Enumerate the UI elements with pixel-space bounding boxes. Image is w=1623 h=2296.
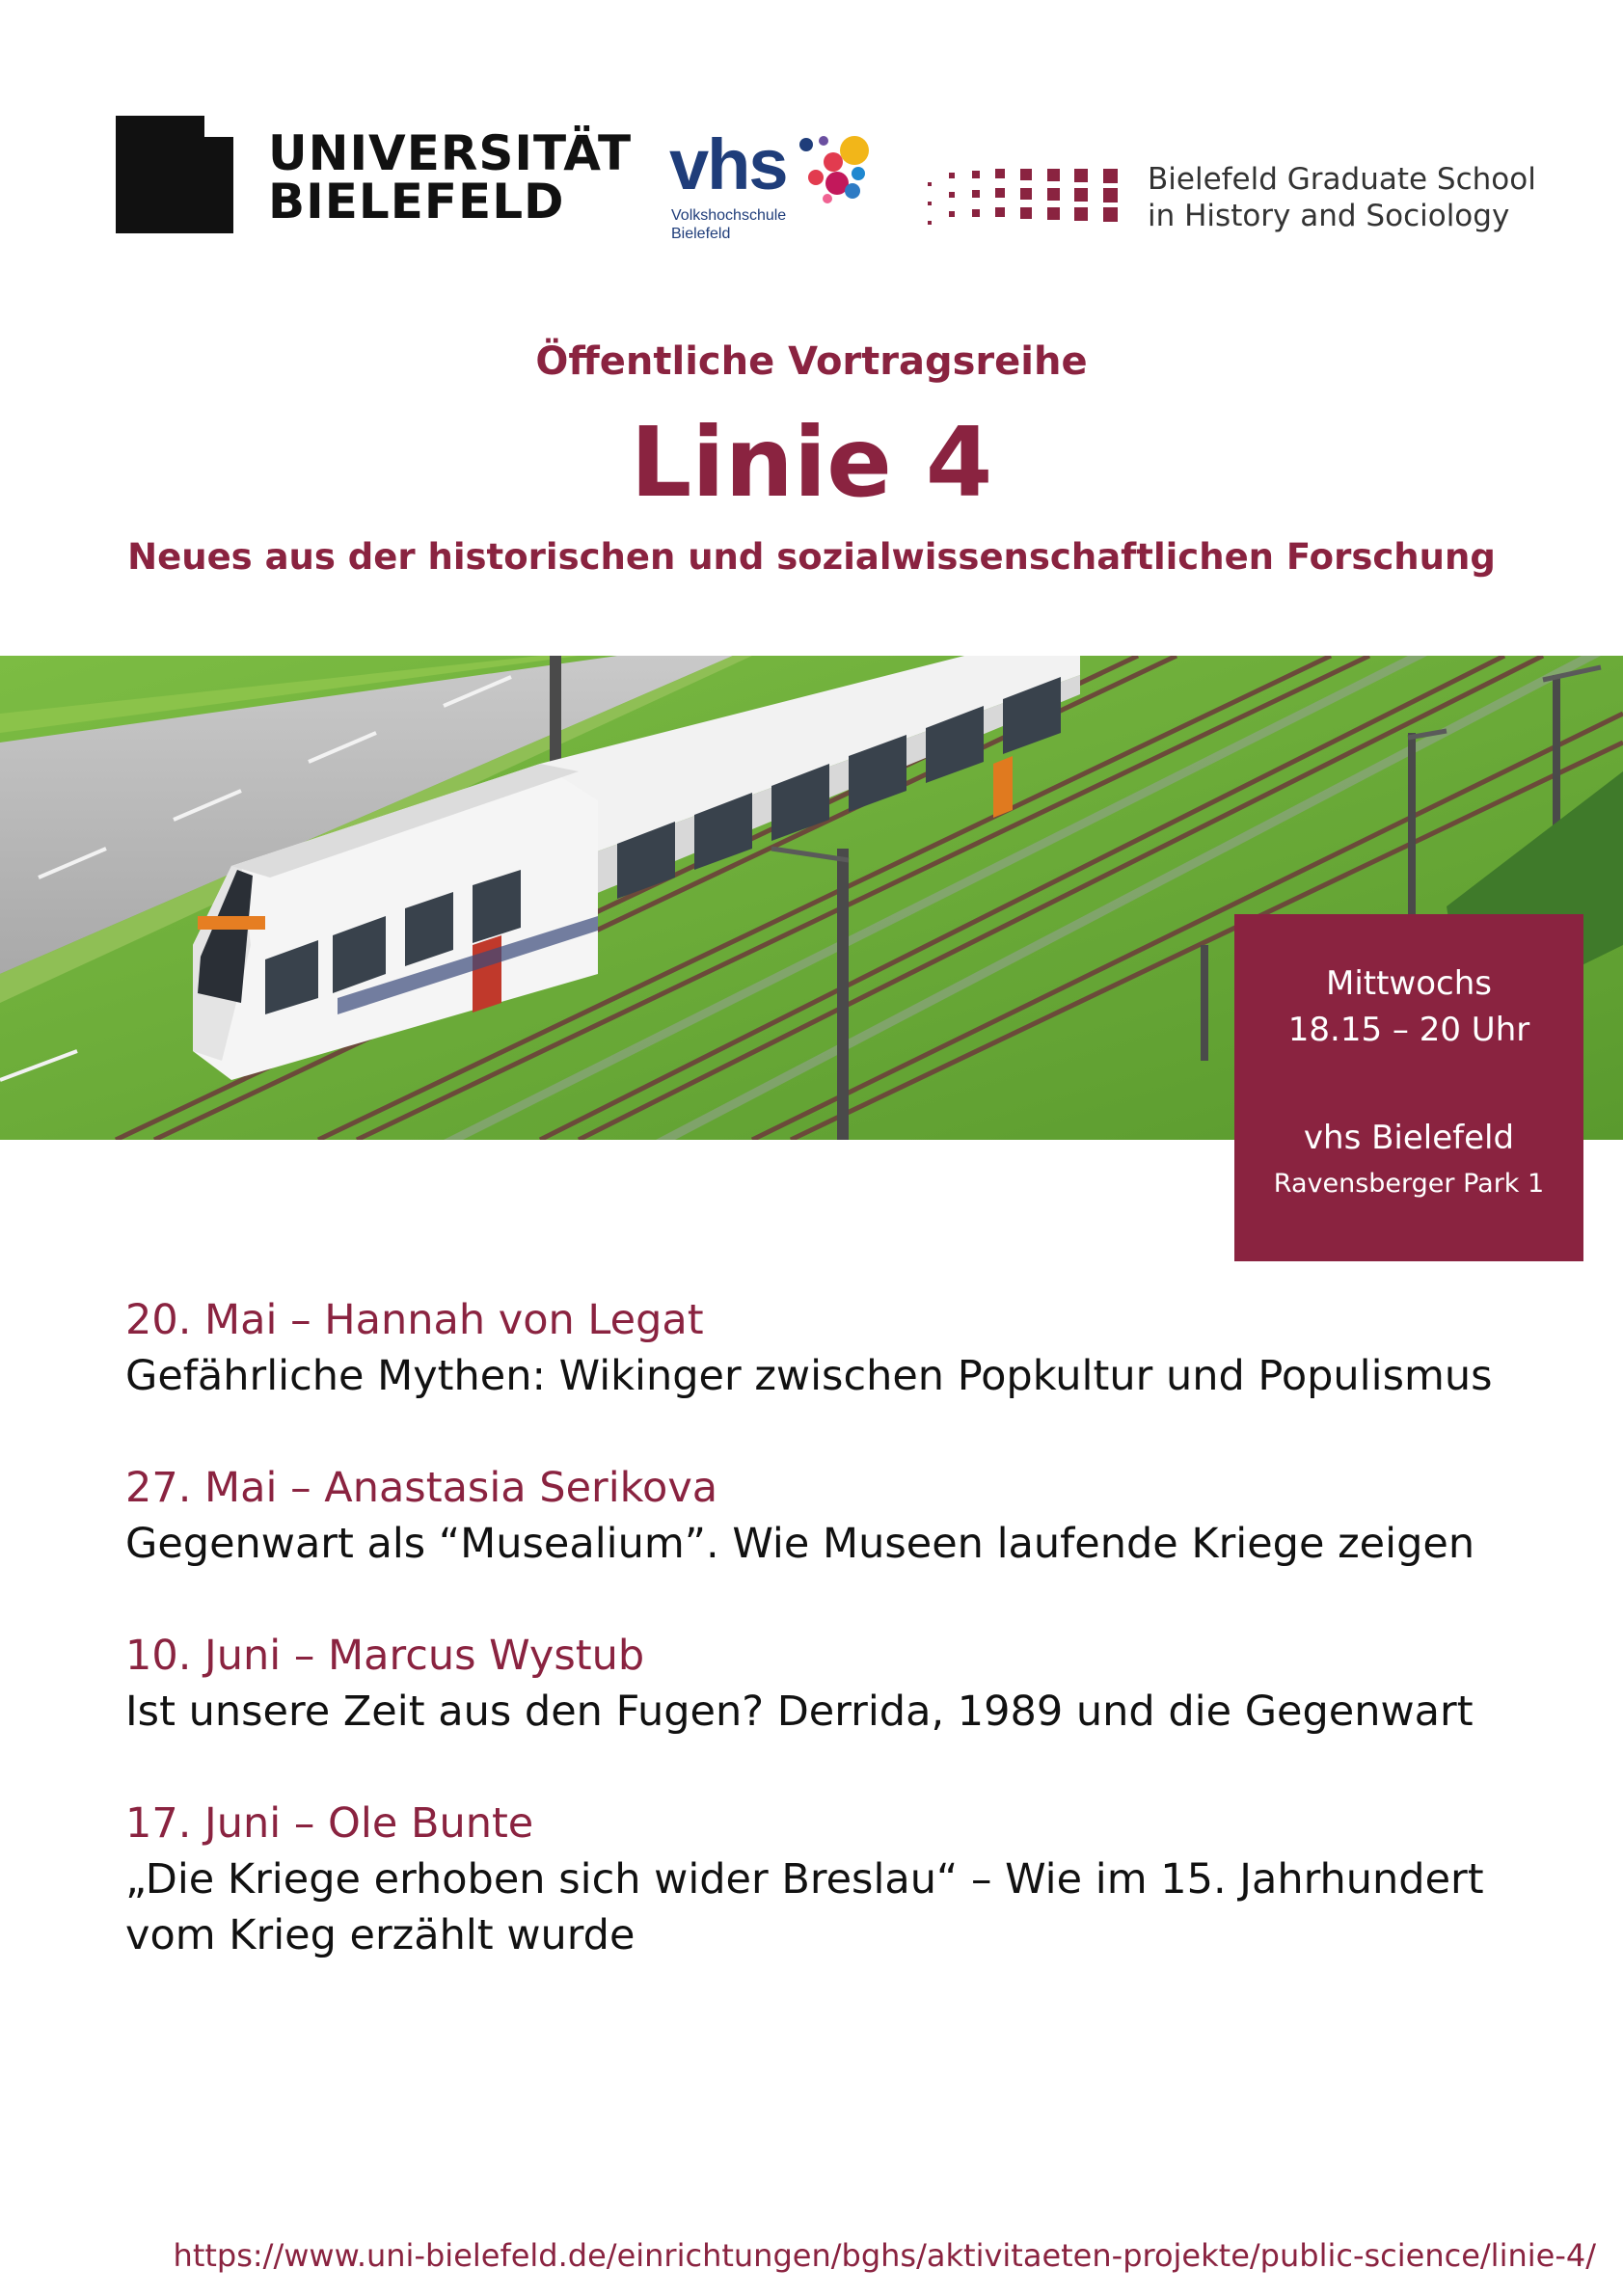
schedule-info-box: [1234, 914, 1583, 1261]
talks-list: [125, 1292, 1495, 2019]
vhs-subtitle: [671, 206, 786, 243]
university-line1: UNIVERSITÄT: [268, 125, 633, 181]
talk-date-speaker: 20. Mai – Hannah von Legat: [125, 1296, 704, 1344]
info-time: 18.15 – 20 Uhr: [1287, 1011, 1530, 1049]
vhs-logo: [669, 124, 872, 245]
talk-title: Gegenwart als “Musealium”. Wie Museen laufende Kriege zeigen: [125, 1520, 1475, 1568]
vhs-sub-line2: Bielefeld: [671, 226, 731, 242]
talk-item: [125, 1796, 1495, 1963]
talk-title: „Die Kriege erhoben sich wider Breslau“ – Wie im 15. Jahrhundert vom Krieg erzählt wurde: [125, 1855, 1484, 1959]
vhs-dots-icon: [795, 133, 878, 208]
info-day: Mittwochs: [1325, 964, 1492, 1003]
university-line2: BIELEFELD: [268, 174, 565, 230]
talk-title: Ist unsere Zeit aus den Fugen? Derrida, 1989 und die Gegenwart: [125, 1688, 1474, 1736]
university-bielefeld-logo: [116, 116, 633, 233]
talk-item: [125, 1460, 1495, 1572]
university-mark-icon: [116, 116, 233, 233]
bghs-logo: [928, 159, 1536, 236]
talk-title: Gefährliche Mythen: Wikinger zwischen Popkultur und Populismus: [125, 1352, 1493, 1400]
talk-date-speaker: 27. Mai – Anastasia Serikova: [125, 1464, 718, 1512]
talk-date-speaker: 10. Juni – Marcus Wystub: [125, 1632, 645, 1680]
talk-item: [125, 1292, 1495, 1404]
info-venue: vhs Bielefeld: [1303, 1119, 1515, 1157]
talk-date-speaker: 17. Juni – Ole Bunte: [125, 1799, 534, 1848]
university-wordmark: [268, 125, 633, 230]
bghs-line1: Bielefeld Graduate School: [1148, 162, 1536, 197]
bghs-line2: in History and Sociology: [1148, 199, 1510, 233]
page-title: Linie 4: [630, 406, 993, 519]
page-subtitle: Neues aus der historischen und sozialwissenschaftlichen Forschung: [127, 536, 1496, 578]
vhs-wordmark: vhs: [669, 124, 787, 204]
talk-item: [125, 1628, 1495, 1740]
series-kicker: Öffentliche Vortragsreihe: [535, 339, 1088, 384]
series-url-link[interactable]: https://www.uni-bielefeld.de/einrichtungen/bghs/aktivitaeten-projekte/public-science/linie-4/: [173, 2237, 1596, 2274]
bghs-wordmark: [1148, 161, 1536, 234]
vhs-sub-line1: Volkshochschule: [671, 207, 787, 224]
info-address: Ravensberger Park 1: [1273, 1169, 1545, 1199]
bghs-dot-grid-icon: [928, 169, 1130, 229]
